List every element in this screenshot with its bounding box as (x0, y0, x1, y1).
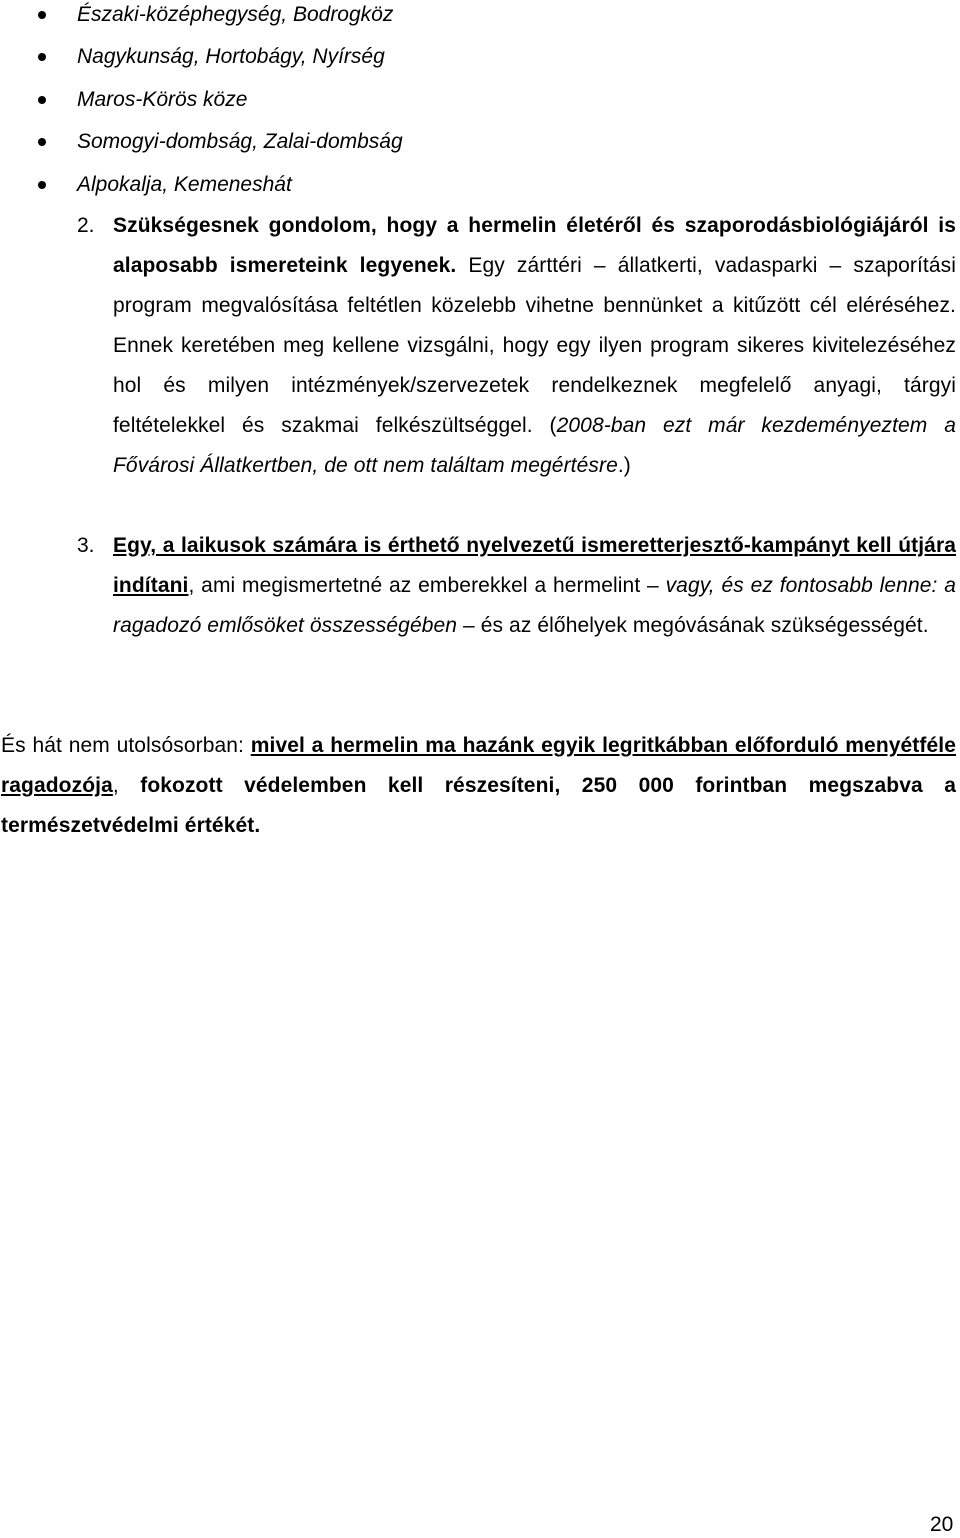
bullet-text: Északi-középhegység, Bodrogköz (77, 3, 394, 26)
item-number: 2. (77, 214, 95, 237)
item-number: 3. (77, 534, 95, 557)
emphasis-bold-underline: mivel a hermelin ma hazánk egyik legritkábban előforduló menyétféle ragadozója (1, 734, 956, 797)
paragraph-text: – és az élőhelyek megóvásának szükségességét. (457, 614, 929, 637)
bullet-dot-icon (38, 181, 46, 189)
bullet-dot-icon (38, 11, 46, 19)
paragraph-text: És hát nem utolsósorban: (1, 734, 251, 757)
emphasis-italic: 2008-ban ezt már kezdeményeztem a Fővárosi Állatkertben, de ott nem találtam megértésre (113, 414, 956, 477)
numbered-paragraph-2 (113, 206, 956, 486)
numbered-paragraph-3 (113, 526, 956, 646)
emphasis-bold: Szükségesnek gondolom, hogy a hermelin életéről és szaporodásbiológiájáról is alaposabb ismereteink legyenek. (113, 214, 956, 277)
emphasis-bold: fokozott védelemben kell részesíteni, 250 000 forintban megszabva a természetvédelmi értékét. (1, 774, 956, 837)
bullet-dot-icon (38, 96, 46, 104)
paragraph-text: , ami megismertetné az emberekkel a hermelint – (188, 574, 666, 597)
paragraph-text: , (112, 774, 141, 797)
bullet-dot-icon (38, 138, 46, 146)
bullet-text: Nagykunság, Hortobágy, Nyírség (77, 45, 385, 68)
paragraph-text: .) (617, 454, 631, 477)
bullet-text: Somogyi-dombság, Zalai-dombság (77, 130, 403, 153)
closing-paragraph (1, 726, 956, 846)
bullet-text: Alpokalja, Kemeneshát (77, 173, 292, 196)
emphasis-italic: vagy, és ez fontosabb lenne: a ragadozó emlősöket összességében (113, 574, 956, 637)
bullet-text: Maros-Körös köze (77, 88, 248, 111)
bullet-dot-icon (38, 53, 46, 61)
paragraph-text: Egy zárttéri – állatkerti, vadasparki – szaporítási program megvalósítása feltétlen közelebb vihetne bennünket a kitűzött cél eléréséhez. Ennek keretében meg kellene vizsgálni, hogy egy ilyen program sikeres kivitelezéséhez hol és milyen intézmények/szervezetek rendelkeznek megfelelő anyagi, tárgyi feltételekkel és szakmai felkészültséggel. ( (113, 254, 956, 437)
page-number: 20 (930, 1513, 954, 1536)
emphasis-bold-underline: Egy, a laikusok számára is érthető nyelvezetű ismeretterjesztő-kampányt kell útjára indítani (113, 534, 956, 597)
